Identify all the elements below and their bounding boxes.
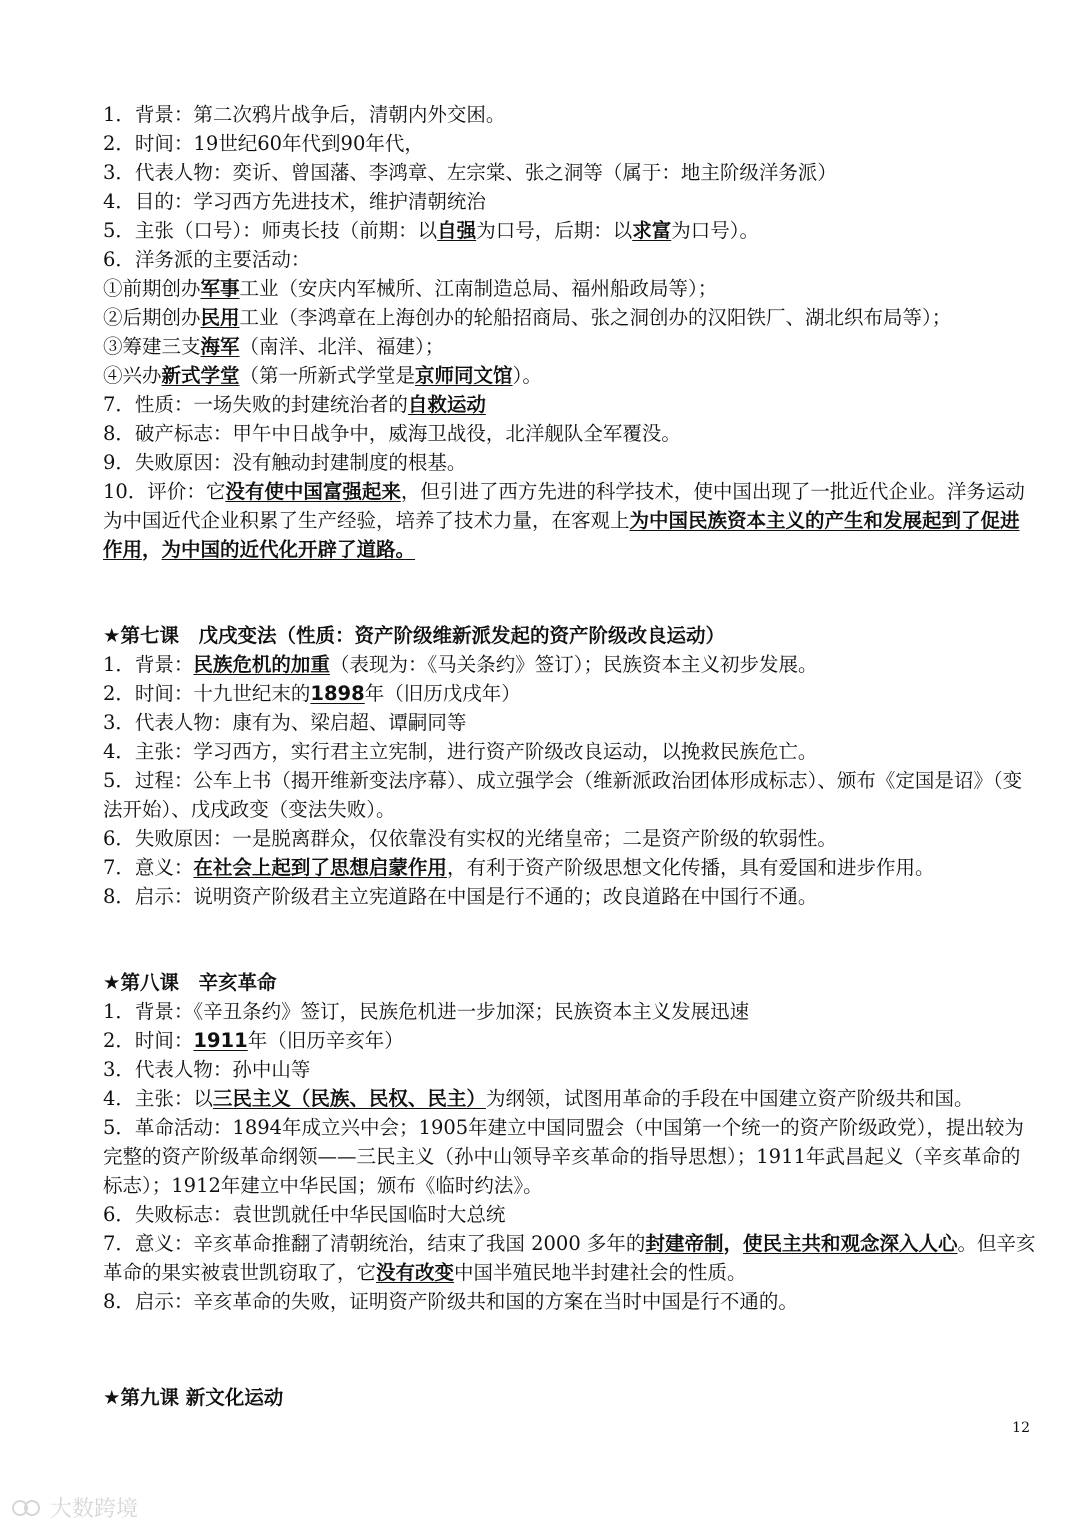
text-span: 工业（安庆内军械所、江南制造总局、福州船政局等）；: [239, 277, 718, 300]
text-span: 7．意义：辛亥革命推翻了清朝统治，结束了我国 2000 多年的: [103, 1232, 646, 1255]
text-line: [103, 361, 1038, 390]
text-paragraph: [103, 477, 1038, 564]
text-span: ①前期创办: [103, 277, 201, 300]
key-term: 求富: [632, 219, 672, 242]
key-term: 为中国民族资本主义的产生和发展起到了促进作用: [103, 509, 1020, 561]
text-span: 2．时间：: [103, 1029, 194, 1052]
text-span: 。但辛亥革命的果实被袁世凯窃取了，它: [103, 1232, 1036, 1284]
text-span: ，: [142, 538, 162, 561]
text-line: 3．代表人物：奕䜣、曾国藩、李鸿章、左宗棠、张之洞等（属于：地主阶级洋务派）: [103, 161, 837, 184]
section-title: ★第七课 戊戌变法（性质：资产阶级维新派发起的资产阶级改良运动）: [103, 624, 725, 647]
key-term: 封建帝制: [645, 1232, 724, 1255]
section-yangwu: [103, 100, 1038, 564]
watermark-text: 大数跨境: [50, 1497, 139, 1522]
text-span: 工业（李鸿章在上海创办的轮船招商局、张之洞创办的汉阳铁厂、湖北织布局等）；: [239, 306, 952, 329]
section-xinwenhua: [103, 1383, 1038, 1412]
text-span: ④兴办: [103, 364, 162, 387]
text-line: [103, 303, 1038, 332]
text-span: （南洋、北洋、福建）；: [239, 335, 445, 358]
text-span: 10．评价：它: [103, 480, 226, 503]
text-span: ）。: [512, 364, 542, 387]
section-title: ★第八课 辛亥革命: [103, 971, 277, 994]
text-paragraph: [103, 1229, 1038, 1287]
text-span: ②后期创办: [103, 306, 201, 329]
section-title: ★第九课 新文化运动: [103, 1386, 284, 1409]
text-span: 年（旧历辛亥年）: [247, 1029, 404, 1052]
text-span: 5．主张（口号）：师夷长技（前期：以: [103, 219, 438, 242]
key-term: 新式学堂: [161, 364, 240, 387]
text-paragraph: [103, 1084, 1038, 1113]
text-line: 6．失败标志：袁世凯就任中华民国临时大总统: [103, 1203, 506, 1226]
text-line: 4．主张：学习西方，实行君主立宪制，进行资产阶级改良运动，以挽救民族危亡。: [103, 740, 818, 763]
key-term: 为中国的近代化开辟了道路。: [161, 538, 416, 561]
section-wuxu: [103, 621, 1038, 911]
text-span: （表现为：《马关条约》签订）；民族资本主义初步发展。: [329, 653, 818, 676]
watermark: [10, 1492, 138, 1523]
text-line: [103, 1026, 1038, 1055]
key-term: 自救运动: [407, 393, 486, 416]
text-span: 1．背景：: [103, 653, 194, 676]
key-term: 1898: [310, 682, 365, 705]
text-paragraph: 5．过程：公车上书（揭开维新变法序幕）、成立强学会（维新派政治团体形成标志）、颁布《定国是诏》（变法开始）、戊戌政变（变法失败）。: [103, 769, 1023, 821]
section-xinhai: [103, 968, 1038, 1316]
key-term: 使民主共和观念深入人心: [742, 1232, 958, 1255]
text-line: 9．失败原因：没有触动封建制度的根基。: [103, 451, 467, 474]
key-term: 自强: [437, 219, 477, 242]
key-term: 民族危机的加重: [193, 653, 330, 676]
text-span: （第一所新式学堂是: [239, 364, 416, 387]
text-line: 3．代表人物：康有为、梁启超、谭嗣同等: [103, 711, 467, 734]
text-line: 6．洋务派的主要活动：: [103, 248, 311, 271]
key-term: 1911: [193, 1029, 248, 1052]
text-span: 7．性质：一场失败的封建统治者的: [103, 393, 408, 416]
text-line: 2．时间：19世纪60年代到90年代，: [103, 132, 424, 155]
text-line: 1．背景：《辛丑条约》签订，民族危机进一步加深；民族资本主义发展迅速: [103, 1000, 750, 1023]
document-page: [103, 100, 1038, 1412]
key-term: 京师同文馆: [415, 364, 513, 387]
text-span: 7．意义：: [103, 856, 194, 879]
text-span: 中国半殖民地半封建社会的性质。: [454, 1261, 747, 1284]
key-term: 在社会上起到了思想启蒙作用: [193, 856, 447, 879]
text-line: [103, 390, 1038, 419]
key-term: 没有改变: [376, 1261, 455, 1284]
watermark-logo-icon: [10, 1498, 44, 1518]
text-line: 3．代表人物：孙中山等: [103, 1058, 311, 1081]
text-line: [103, 853, 1038, 882]
text-paragraph: 5．革命活动：1894年成立兴中会；1905年建立中国同盟会（中国第一个统一的资产阶级政党），提出较为完整的资产阶级革命纲领——三民主义（孙中山领导辛亥革命的指导思想）；1911年武昌起义（辛亥革命的标志）；1912年建立中华民国；颁布《临时约法》。: [103, 1116, 1024, 1197]
text-span: 4．主张：以: [103, 1087, 213, 1110]
key-term: 三民主义（民族、民权、民主）: [212, 1087, 486, 1110]
text-line: 6．失败原因：一是脱离群众，仅依靠没有实权的光绪皇帝；二是资产阶级的软弱性。: [103, 827, 837, 850]
text-line: 8．启示：说明资产阶级君主立宪道路在中国是行不通的；改良道路在中国行不通。: [103, 885, 818, 908]
text-line: 1．背景：第二次鸦片战争后，清朝内外交困。: [103, 103, 506, 126]
text-span: 为口号，后期：以: [476, 219, 633, 242]
text-span: 年（旧历戊戌年）: [364, 682, 521, 705]
text-line: [103, 274, 1038, 303]
text-line: 8．破产标志：甲午中日战争中，威海卫战役，北洋舰队全军覆没。: [103, 422, 681, 445]
text-line: 4．目的：学习西方先进技术，维护清朝统治: [103, 190, 486, 213]
text-line: [103, 216, 1038, 245]
text-span: 2．时间：十九世纪末的: [103, 682, 311, 705]
key-term: 海军: [200, 335, 240, 358]
text-span: ，有利于资产阶级思想文化传播，具有爱国和进步作用。: [446, 856, 935, 879]
text-span: 为口号）。: [671, 219, 759, 242]
text-line: [103, 332, 1038, 361]
text-span: 为纲领，试图用革命的手段在中国建立资产阶级共和国。: [485, 1087, 974, 1110]
key-term: 没有使中国富强起来: [225, 480, 401, 503]
text-span: ，: [723, 1232, 743, 1255]
key-term: 民用: [200, 306, 240, 329]
text-line: [103, 650, 1038, 679]
text-line: [103, 679, 1038, 708]
text-line: 8．启示：辛亥革命的失败，证明资产阶级共和国的方案在当时中国是行不通的。: [103, 1290, 798, 1313]
text-span: ，但引进了西方先进的科学技术，使中国出现了一批近代企业。洋务运动为中国近代企业积累了生产经验，培养了技术力量，在客观上: [103, 480, 1025, 532]
text-span: ③筹建三支: [103, 335, 201, 358]
page-number: 12: [1012, 1420, 1030, 1436]
key-term: 军事: [200, 277, 240, 300]
